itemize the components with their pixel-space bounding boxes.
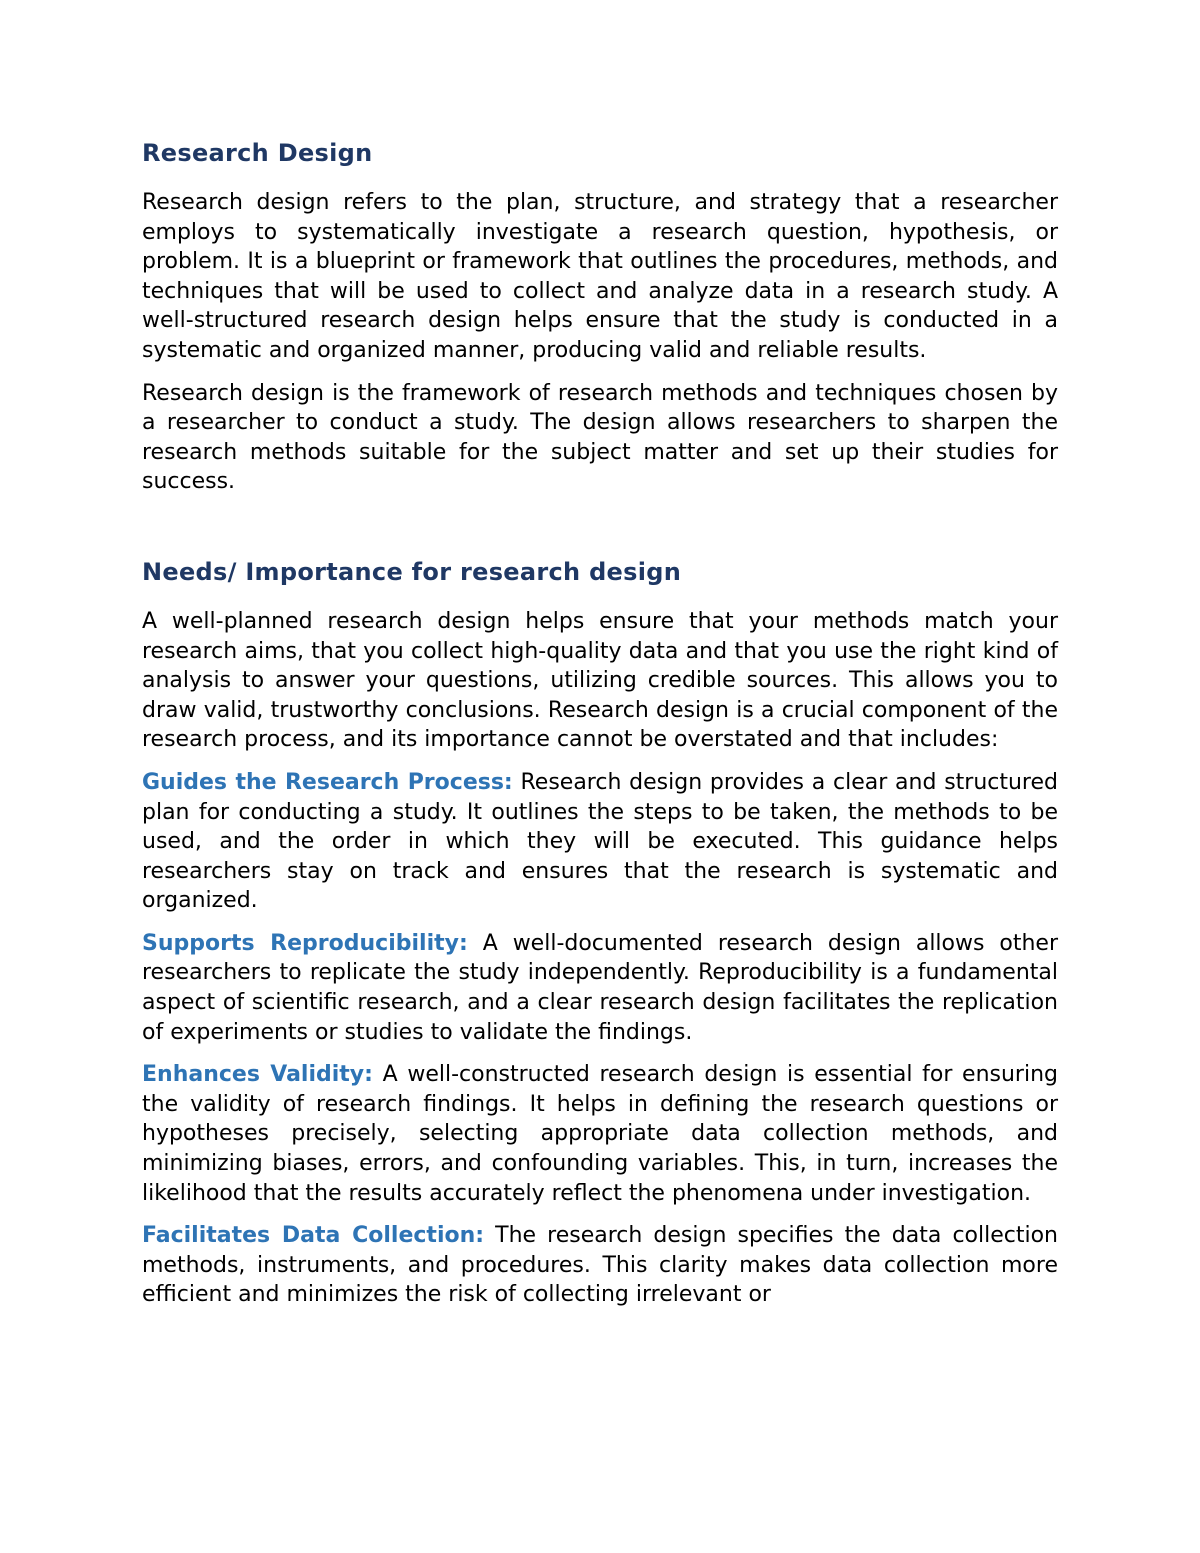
list-item [142,1221,1058,1310]
paragraph: Research design refers to the plan, structure, and strategy that a researcher employs to systematically investigate a research question, hypothesis, or problem. It is a blueprint or framework that outlines the procedures, methods, and techniques that will be used to collect and analyze data in a research study. A well-structured research design helps ensure that the study is conducted in a systematic and organized manner, producing valid and reliable results. [142,190,1058,363]
list-item [142,1060,1058,1208]
section-title-needs-importance: Needs/ Importance for research design [142,557,682,586]
point-term: Enhances Validity: [142,1062,373,1088]
point-text: The research design specifies the data collection methods, instruments, and procedures. This clarity makes data collection more efficient and minimizes the risk of collecting irrelevant or [142,1223,1058,1308]
point-term: Supports Reproducibility: [142,930,468,956]
document-page [142,138,1058,1323]
paragraph: A well-planned research design helps ensure that your methods match your research aims, that you collect high-quality data and that you use the right kind of analysis to answer your questions, utilizing credible sources. This allows you to draw valid, trustworthy conclusions. Research design is a crucial component of the research process, and its importance cannot be overstated and that includes: [142,608,1058,753]
point-text: A well-constructed research design is essential for ensuring the validity of research findings. It helps in defining the research questions or hypotheses precisely, selecting appropriate data collection methods, and minimizing biases, errors, and confounding variables. This, in turn, increases the likelihood that the results accurately reflect the phenomena under investigation. [142,1062,1058,1206]
point-text: A well-documented research design allows other researchers to replicate the study independently. Reproducibility is a fundamental aspect of scientific research, and a clear research design facilitates the replication of experiments or studies to validate the findings. [142,930,1058,1045]
point-term: Guides the Research Process: [142,769,513,795]
list-item [142,929,1058,1047]
paragraph: Research design is the framework of research methods and techniques chosen by a researcher to conduct a study. The design allows researchers to sharpen the research methods suitable for the subject matter and set up their studies for success. [142,380,1058,495]
section-title-research-design: Research Design [142,139,373,167]
point-text: Research design provides a clear and structured plan for conducting a study. It outlines the steps to be taken, the methods to be used, and the order in which they will be executed. This guidance helps researchers stay on track and ensures that the research is systematic and organized. [142,769,1058,914]
point-term: Facilitates Data Collection: [142,1223,485,1249]
list-item [142,768,1058,916]
